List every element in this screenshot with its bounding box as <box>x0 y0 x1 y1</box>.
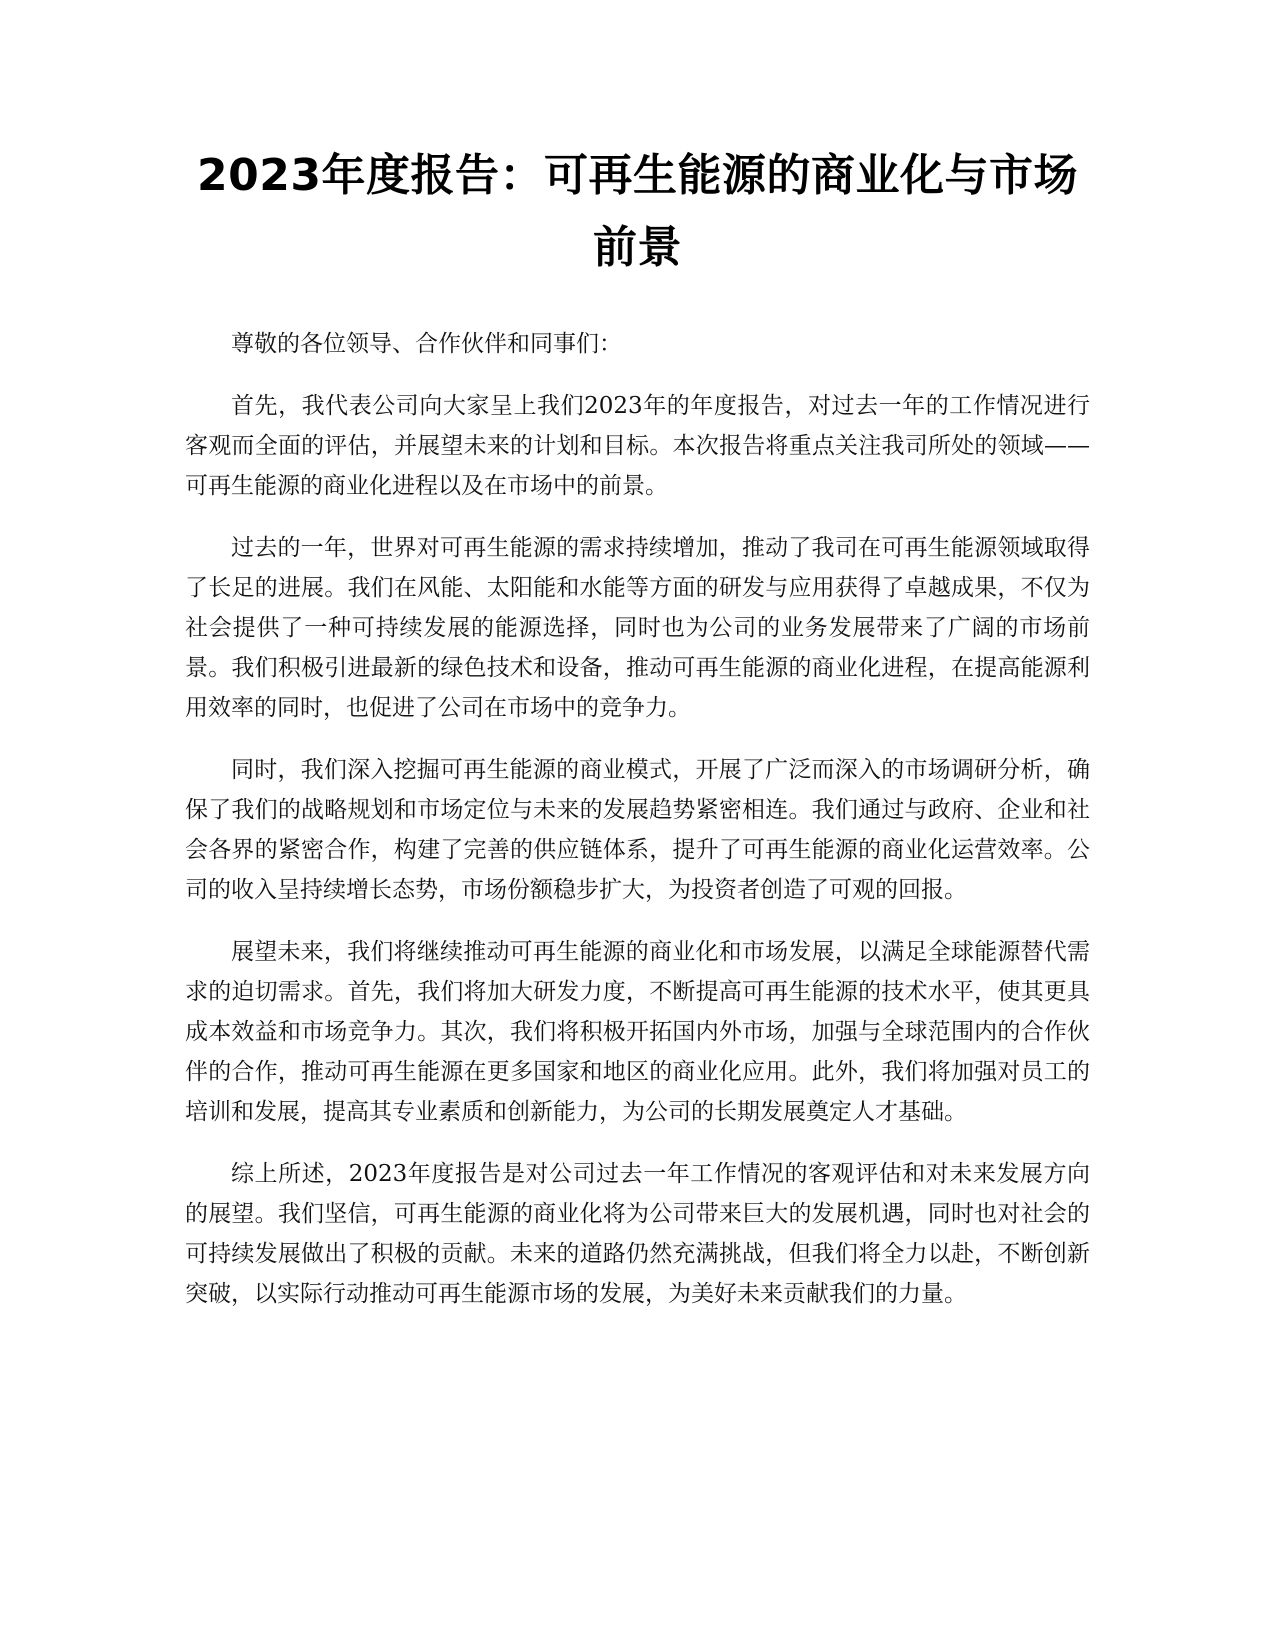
past-year-paragraph: 过去的一年，世界对可再生能源的需求持续增加，推动了我司在可再生能源领域取得了长足的进展。我们在风能、太阳能和水能等方面的研发与应用获得了卓越成果，不仅为社会提供了一种可持续发展的能源选择，同时也为公司的业务发展带来了广阔的市场前景。我们积极引进最新的绿色技术和设备，推动可再生能源的商业化进程，在提高能源利用效率的同时，也促进了公司在市场中的竞争力。 <box>185 535 1090 721</box>
salutation-paragraph: 尊敬的各位领导、合作伙伴和同事们： <box>231 331 622 357</box>
outlook-paragraph: 展望未来，我们将继续推动可再生能源的商业化和市场发展，以满足全球能源替代需求的迫切需求。首先，我们将加大研发力度，不断提高可再生能源的技术水平，使其更具成本效益和市场竞争力。其次，我们将积极开拓国内外市场，加强与全球范围内的合作伙伴的合作，推动可再生能源在更多国家和地区的商业化应用。此外，我们将加强对员工的培训和发展，提高其专业素质和创新能力，为公司的长期发展奠定人才基础。 <box>185 939 1090 1125</box>
document-title: 2023年度报告：可再生能源的商业化与市场前景 <box>197 150 1078 273</box>
introduction-paragraph: 首先，我代表公司向大家呈上我们2023年的年度报告，对过去一年的工作情况进行客观而全面的评估，并展望未来的计划和目标。本次报告将重点关注我司所处的领域——可再生能源的商业化进程以及在市场中的前景。 <box>185 393 1090 499</box>
business-model-paragraph: 同时，我们深入挖掘可再生能源的商业模式，开展了广泛而深入的市场调研分析，确保了我们的战略规划和市场定位与未来的发展趋势紧密相连。我们通过与政府、企业和社会各界的紧密合作，构建了完善的供应链体系，提升了可再生能源的商业化运营效率。公司的收入呈持续增长态势，市场份额稳步扩大，为投资者创造了可观的回报。 <box>185 757 1090 903</box>
conclusion-paragraph: 综上所述，2023年度报告是对公司过去一年工作情况的客观评估和对未来发展方向的展望。我们坚信，可再生能源的商业化将为公司带来巨大的发展机遇，同时也对社会的可持续发展做出了积极的贡献。未来的道路仍然充满挑战，但我们将全力以赴，不断创新突破，以实际行动推动可再生能源市场的发展，为美好未来贡献我们的力量。 <box>185 1161 1090 1307</box>
document-body <box>185 324 1090 1336</box>
